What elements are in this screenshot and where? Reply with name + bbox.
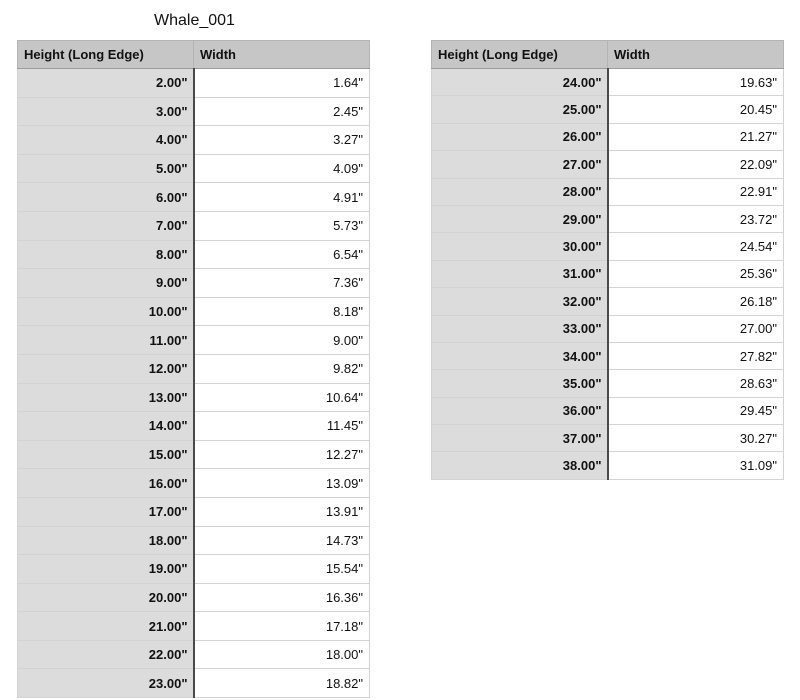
- width-cell: 1.64": [194, 69, 370, 98]
- table-row: [18, 440, 370, 469]
- height-cell: 19.00": [18, 555, 194, 584]
- height-cell: 11.00": [18, 326, 194, 355]
- table-row: [18, 555, 370, 584]
- width-cell: 13.91": [194, 497, 370, 526]
- size-table-left-body: [18, 69, 370, 698]
- table-row: [432, 178, 784, 205]
- width-cell: 25.36": [608, 260, 784, 287]
- width-cell: 19.63": [608, 69, 784, 96]
- width-cell: 3.27": [194, 126, 370, 155]
- table-row: [432, 342, 784, 369]
- table-row: [18, 326, 370, 355]
- column-header-width: Width: [608, 41, 784, 69]
- height-cell: 29.00": [432, 205, 608, 232]
- table-row: [18, 269, 370, 298]
- table-header-row: [432, 41, 784, 69]
- table-row: [18, 497, 370, 526]
- table-row: [432, 288, 784, 315]
- height-cell: 5.00": [18, 154, 194, 183]
- height-cell: 25.00": [432, 96, 608, 123]
- table-row: [18, 183, 370, 212]
- width-cell: 14.73": [194, 526, 370, 555]
- height-cell: 4.00": [18, 126, 194, 155]
- height-cell: 38.00": [432, 452, 608, 479]
- height-cell: 17.00": [18, 497, 194, 526]
- height-cell: 20.00": [18, 583, 194, 612]
- height-cell: 26.00": [432, 123, 608, 150]
- width-cell: 30.27": [608, 425, 784, 452]
- width-cell: 8.18": [194, 297, 370, 326]
- height-cell: 22.00": [18, 640, 194, 669]
- sheet-title: Whale_001: [154, 12, 235, 29]
- height-cell: 6.00": [18, 183, 194, 212]
- width-cell: 6.54": [194, 240, 370, 269]
- width-cell: 20.45": [608, 96, 784, 123]
- width-cell: 24.54": [608, 233, 784, 260]
- height-cell: 16.00": [18, 469, 194, 498]
- table-row: [432, 205, 784, 232]
- width-cell: 2.45": [194, 97, 370, 126]
- width-cell: 16.36": [194, 583, 370, 612]
- table-row: [432, 452, 784, 479]
- height-cell: 33.00": [432, 315, 608, 342]
- table-header-row: [18, 41, 370, 69]
- height-cell: 37.00": [432, 425, 608, 452]
- table-row: [18, 126, 370, 155]
- width-cell: 27.00": [608, 315, 784, 342]
- height-cell: 10.00": [18, 297, 194, 326]
- height-cell: 8.00": [18, 240, 194, 269]
- table-row: [432, 233, 784, 260]
- width-cell: 10.64": [194, 383, 370, 412]
- width-cell: 18.82": [194, 669, 370, 698]
- table-row: [432, 370, 784, 397]
- width-cell: 11.45": [194, 412, 370, 441]
- width-cell: 7.36": [194, 269, 370, 298]
- table-row: [18, 69, 370, 98]
- height-cell: 15.00": [18, 440, 194, 469]
- height-cell: 36.00": [432, 397, 608, 424]
- height-cell: 24.00": [432, 69, 608, 96]
- table-row: [432, 260, 784, 287]
- height-cell: 18.00": [18, 526, 194, 555]
- width-cell: 23.72": [608, 205, 784, 232]
- column-header-height: Height (Long Edge): [432, 41, 608, 69]
- table-row: [432, 425, 784, 452]
- width-cell: 12.27": [194, 440, 370, 469]
- width-cell: 4.91": [194, 183, 370, 212]
- width-cell: 22.09": [608, 151, 784, 178]
- table-row: [18, 240, 370, 269]
- height-cell: 13.00": [18, 383, 194, 412]
- width-cell: 9.82": [194, 354, 370, 383]
- table-row: [18, 640, 370, 669]
- height-cell: 27.00": [432, 151, 608, 178]
- width-cell: 29.45": [608, 397, 784, 424]
- table-row: [432, 123, 784, 150]
- width-cell: 9.00": [194, 326, 370, 355]
- size-table-right: [431, 40, 784, 480]
- table-row: [432, 315, 784, 342]
- table-row: [432, 151, 784, 178]
- table-row: [432, 397, 784, 424]
- width-cell: 17.18": [194, 612, 370, 641]
- table-row: [18, 383, 370, 412]
- width-cell: 5.73": [194, 211, 370, 240]
- height-cell: 32.00": [432, 288, 608, 315]
- column-header-width: Width: [194, 41, 370, 69]
- width-cell: 26.18": [608, 288, 784, 315]
- height-cell: 35.00": [432, 370, 608, 397]
- width-cell: 21.27": [608, 123, 784, 150]
- table-row: [18, 97, 370, 126]
- height-cell: 21.00": [18, 612, 194, 641]
- height-cell: 23.00": [18, 669, 194, 698]
- height-cell: 30.00": [432, 233, 608, 260]
- width-cell: 27.82": [608, 342, 784, 369]
- size-table-left: [17, 40, 370, 698]
- height-cell: 3.00": [18, 97, 194, 126]
- height-cell: 12.00": [18, 354, 194, 383]
- width-cell: 15.54": [194, 555, 370, 584]
- table-row: [18, 526, 370, 555]
- table-row: [18, 669, 370, 698]
- table-row: [18, 211, 370, 240]
- height-cell: 9.00": [18, 269, 194, 298]
- size-table-right-body: [432, 69, 784, 480]
- table-row: [18, 583, 370, 612]
- column-header-height: Height (Long Edge): [18, 41, 194, 69]
- width-cell: 13.09": [194, 469, 370, 498]
- height-cell: 34.00": [432, 342, 608, 369]
- width-cell: 31.09": [608, 452, 784, 479]
- table-row: [18, 154, 370, 183]
- height-cell: 14.00": [18, 412, 194, 441]
- table-row: [18, 412, 370, 441]
- width-cell: 22.91": [608, 178, 784, 205]
- width-cell: 18.00": [194, 640, 370, 669]
- table-row: [18, 469, 370, 498]
- table-row: [432, 96, 784, 123]
- width-cell: 4.09": [194, 154, 370, 183]
- table-row: [18, 354, 370, 383]
- height-cell: 2.00": [18, 69, 194, 98]
- table-row: [432, 69, 784, 96]
- height-cell: 7.00": [18, 211, 194, 240]
- height-cell: 28.00": [432, 178, 608, 205]
- width-cell: 28.63": [608, 370, 784, 397]
- table-row: [18, 612, 370, 641]
- height-cell: 31.00": [432, 260, 608, 287]
- table-row: [18, 297, 370, 326]
